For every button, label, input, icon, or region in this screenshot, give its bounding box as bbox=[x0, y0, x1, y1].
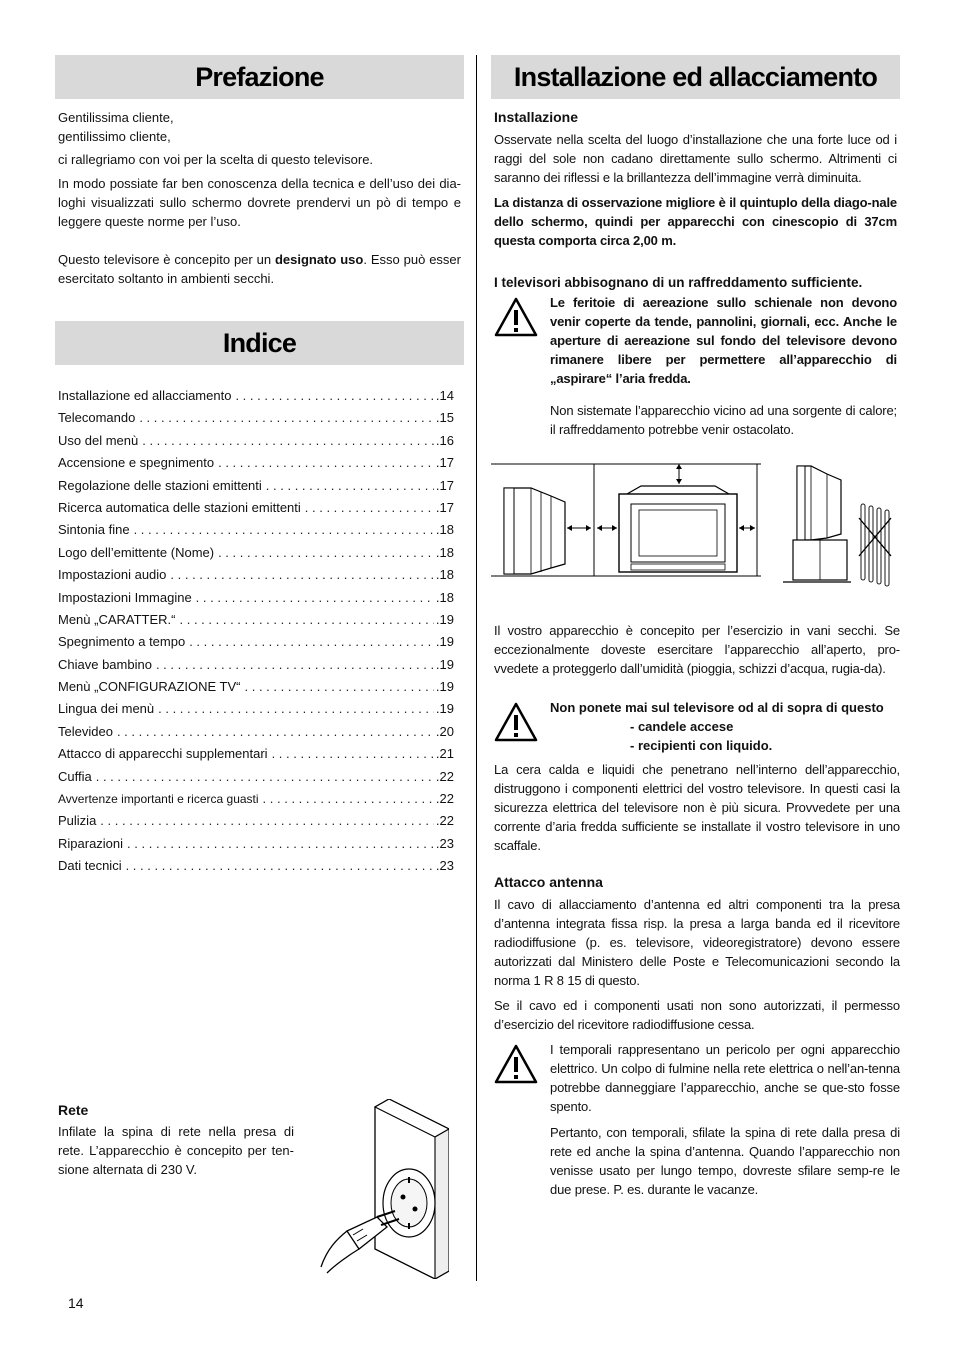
prefazione-title: Prefazione bbox=[195, 61, 324, 92]
prefazione-body bbox=[55, 99, 464, 288]
toc-entry-label: Sintonia fine bbox=[58, 522, 130, 538]
toc-entry-page: .22 bbox=[435, 768, 454, 784]
indice-banner bbox=[55, 321, 464, 365]
installazione-body bbox=[491, 99, 900, 439]
toc-entry-page: .18 bbox=[435, 567, 454, 583]
toc-entry-label: Installazione ed allacciamento bbox=[58, 388, 232, 403]
toc-dot-leader bbox=[245, 679, 434, 694]
toc-entry-label: Logo dell’emittente (Nome) bbox=[58, 544, 215, 560]
designato-uso: designato uso bbox=[274, 252, 364, 267]
indice-title: Indice bbox=[222, 327, 297, 358]
toc-entry bbox=[58, 388, 454, 410]
toc-dot-leader bbox=[305, 500, 434, 515]
toc-entry bbox=[58, 657, 454, 679]
toc-entry bbox=[58, 634, 454, 656]
toc-entry-label: Cuffia bbox=[58, 768, 92, 784]
toc-dot-leader bbox=[266, 478, 434, 493]
prefazione-paragraph-2: In modo possiate far ben conoscenza della tecnica e dell’uso dei dia-loghi visualizzati sullo schermo dovrete prendervi un pò di tempo e leggere queste norme per l’uso. bbox=[58, 176, 461, 229]
toc-entry-page: .23 bbox=[435, 858, 454, 874]
viewing-distance-paragraph: La distanza di osservazione migliore è il quintuplo della diago-nale dello schermo, quindi per apparecchi con cinescopio di 37cm questa comporta circa 2,00 m. bbox=[494, 195, 897, 248]
rete-section bbox=[58, 1101, 294, 1179]
toc-dot-leader bbox=[127, 836, 434, 851]
table-of-contents bbox=[58, 388, 454, 881]
antenna-paragraph-1: Il cavo di allacciamento d’antenna ed altri componenti tra la presa d’antenna integrata fissa risp. la presa a larga banda ed il ricevitore radiodiffusione (p. es. televisore, videoregistratore) devono essere autorizzati dal Ministero delle Poste e Telecomunicazioni secondo la norma 1 R 8 15 di questo. bbox=[494, 897, 900, 988]
toc-entry-page: .19 bbox=[435, 656, 454, 672]
plug-socket-illustration bbox=[317, 1099, 449, 1279]
toc-entry bbox=[58, 567, 454, 589]
dry-rooms-paragraph: Il vostro apparecchio è concepito per l’esercizio in vani secchi. Se eccezionalmente doveste esercitare l’apparecchio all’aperto, pro-vvedete a proteggerlo dall’umidità (pioggia, schizzi d’acqua, rugia-da). bbox=[494, 623, 900, 676]
toc-dot-leader bbox=[180, 612, 434, 627]
toc-entry-label: Spegnimento a tempo bbox=[58, 634, 186, 650]
storm-warning-text: I temporali rappresentano un pericolo per ogni apparecchio elettrico. Un colpo di fulmine nella rete elettrica o nell’an-tenna potrebbe danneggiare l’apparecchio, anche se que-sto fosse spento. bbox=[550, 1042, 900, 1114]
toc-entry bbox=[58, 410, 454, 432]
installazione-heading: Installazione bbox=[494, 109, 579, 125]
candles-warning-line-3: - recipienti con liquido. bbox=[630, 738, 773, 753]
toc-entry-page: .19 bbox=[435, 701, 454, 717]
toc-entry bbox=[58, 455, 454, 477]
toc-dot-leader bbox=[134, 522, 434, 537]
toc-entry-label: Menù „CARATTER.“ bbox=[58, 611, 176, 627]
toc-entry-page: .23 bbox=[435, 835, 454, 851]
toc-entry-page: .17 bbox=[435, 455, 454, 471]
toc-entry-page: .17 bbox=[435, 499, 454, 515]
toc-entry-page: .20 bbox=[435, 723, 454, 739]
warning-triangle-icon-2 bbox=[494, 698, 550, 747]
prefazione-p3-start: Questo televisore è concepito per un bbox=[58, 252, 275, 267]
unplug-paragraph: Pertanto, con temporali, sfilate la spina di rete dalla presa di rete ed anche la spina d’antenna. Quando l’apparecchio non venisse usato per lungo tempo, dovreste sfilare semp-re le due prese. P. es. durante le vacanze. bbox=[550, 1125, 900, 1197]
toc-entry-label: Ricerca automatica delle stazioni emittenti bbox=[58, 499, 301, 515]
cooling-heading: I televisori abbisognano di un raffreddamento sufficiente. bbox=[494, 275, 863, 290]
toc-entry bbox=[58, 522, 454, 544]
toc-entry bbox=[58, 701, 454, 723]
heat-source-paragraph: Non sistemate l’apparecchio vicino ad una sorgente di calore; il raffreddamento potrebbe venir ostacolato. bbox=[550, 403, 897, 437]
toc-entry bbox=[58, 478, 454, 500]
toc-dot-leader bbox=[117, 724, 434, 739]
toc-entry-label: Attacco di apparecchi supplementari bbox=[58, 746, 268, 762]
toc-entry bbox=[58, 612, 454, 634]
toc-entry-page: .15 bbox=[435, 410, 454, 426]
toc-entry-label: Impostazioni audio bbox=[58, 567, 167, 583]
antenna-heading: Attacco antenna bbox=[494, 874, 603, 890]
toc-dot-leader bbox=[96, 769, 434, 784]
ventilation-warning bbox=[494, 293, 897, 439]
toc-entry-label: Accensione e spegnimento bbox=[58, 455, 215, 471]
toc-entry-label: Televideo bbox=[58, 723, 113, 739]
toc-entry-page: .18 bbox=[435, 522, 454, 538]
toc-entry bbox=[58, 769, 454, 791]
toc-entry-label: Avvertenze importanti e ricerca guasti bbox=[58, 792, 259, 807]
toc-entry-page: .18 bbox=[435, 544, 454, 560]
warning-triangle-icon bbox=[494, 293, 550, 342]
toc-dot-leader bbox=[235, 388, 433, 403]
toc-entry-label: Pulizia bbox=[58, 813, 97, 829]
toc-dot-leader bbox=[189, 634, 434, 649]
toc-entry bbox=[58, 590, 454, 612]
toc-entry bbox=[58, 858, 454, 880]
toc-entry-page: .17 bbox=[435, 477, 454, 493]
antenna-paragraph-2: Se il cavo ed i componenti usati non sono autorizzati, il permesso d’esercizio del ricevitore radiodiffusione cessa. bbox=[494, 998, 900, 1032]
toc-entry bbox=[58, 433, 454, 455]
toc-entry-page: .22 bbox=[435, 791, 454, 807]
toc-dot-leader bbox=[218, 455, 434, 470]
toc-entry bbox=[58, 746, 454, 768]
installazione-title: Installazione ed allacciamento bbox=[513, 61, 878, 92]
toc-dot-leader bbox=[158, 701, 434, 716]
toc-entry-page: .14 bbox=[435, 388, 454, 403]
installazione-banner bbox=[491, 55, 900, 99]
page-number: 14 bbox=[68, 1295, 84, 1311]
ventilation-warning-text: Le feritoie di aereazione sullo schienale non devono venir coperte da tende, pannolini, giornali, ecc. Anche le aperture di aereazione sul fondo del televisore devono rimanere libere per permettere all’apparecchio di „aspirare“ l’aria fredda. bbox=[550, 295, 897, 386]
toc-entry bbox=[58, 679, 454, 701]
column-divider bbox=[476, 55, 477, 1281]
toc-entry-page: .16 bbox=[435, 432, 454, 448]
left-column bbox=[55, 55, 464, 1177]
toc-entry-label: Uso del menù bbox=[58, 432, 139, 448]
toc-entry-label: Telecomando bbox=[58, 410, 136, 426]
candles-warning-line-1: Non ponete mai sul televisore od al di sopra di questo bbox=[550, 700, 884, 715]
rete-heading: Rete bbox=[58, 1102, 89, 1118]
rete-text: Infilate la spina di rete nella presa di rete. L’apparecchio è concepito per ten-sione alternata di 230 V. bbox=[58, 1124, 294, 1177]
toc-dot-leader bbox=[196, 590, 434, 605]
greeting-line-1: Gentilissima cliente, bbox=[58, 110, 174, 125]
toc-dot-leader bbox=[272, 746, 434, 761]
toc-entry-label: Dati tecnici bbox=[58, 858, 122, 874]
toc-dot-leader bbox=[126, 858, 434, 873]
toc-entry-label: Impostazioni Immagine bbox=[58, 589, 192, 605]
toc-dot-leader bbox=[156, 657, 434, 672]
wax-liquids-paragraph: La cera calda e liquidi che penetrano nell’interno dell’apparecchio, distruggono i componenti elettrici del vostro televisore. In questi casi la sicurezza elettrica del televisore non è più sicura. Provvedete per una corrente d’aria fredda sufficiente se installate il vostro televisore in uno scaffale. bbox=[494, 762, 900, 853]
prefazione-p3-end: . Esso può esser esercitato soltanto in ambienti secchi. bbox=[58, 252, 461, 286]
toc-dot-leader bbox=[139, 410, 434, 425]
toc-entry-page: .19 bbox=[435, 634, 454, 650]
toc-entry bbox=[58, 724, 454, 746]
installazione-lower bbox=[494, 621, 900, 1199]
candles-warning bbox=[494, 698, 900, 755]
toc-dot-leader bbox=[263, 791, 434, 806]
toc-entry-page: .22 bbox=[435, 813, 454, 829]
toc-dot-leader bbox=[218, 545, 434, 560]
toc-entry bbox=[58, 500, 454, 522]
toc-entry bbox=[58, 813, 454, 835]
toc-dot-leader bbox=[170, 567, 434, 582]
prefazione-paragraph-1: ci rallegriamo con voi per la scelta di questo televisore. bbox=[58, 152, 374, 167]
toc-entry bbox=[58, 791, 454, 813]
toc-entry-label: Chiave bambino bbox=[58, 656, 152, 672]
toc-entry-page: .19 bbox=[435, 679, 454, 695]
toc-entry-label: Menù „CONFIGURAZIONE TV“ bbox=[58, 679, 241, 695]
storm-warning bbox=[494, 1040, 900, 1199]
candles-warning-line-2: - candele accese bbox=[630, 719, 734, 734]
greeting-line-2: gentilissimo cliente, bbox=[58, 129, 171, 144]
toc-entry-label: Regolazione delle stazioni emittenti bbox=[58, 477, 262, 493]
toc-entry-page: .19 bbox=[435, 611, 454, 627]
warning-triangle-icon-3 bbox=[494, 1040, 550, 1089]
prefazione-paragraph-3 bbox=[58, 250, 461, 288]
toc-dot-leader bbox=[142, 433, 434, 448]
ventilation-clearance-illustration bbox=[491, 460, 900, 588]
right-column bbox=[491, 55, 900, 1197]
toc-entry-page: .21 bbox=[435, 746, 454, 762]
prefazione-banner bbox=[55, 55, 464, 99]
toc-entry-label: Lingua dei menù bbox=[58, 701, 155, 717]
toc-entry bbox=[58, 836, 454, 858]
installazione-paragraph-1: Osservate nella scelta del luogo d’installazione che una forte luce od i raggi del sole non cadano direttamente sullo schermo. Altrimenti ci saranno dei riflessi e la brillantezza dell’immagine verrà diminuita. bbox=[494, 132, 897, 185]
toc-entry-label: Riparazioni bbox=[58, 835, 124, 851]
toc-entry-page: .18 bbox=[435, 589, 454, 605]
toc-entry bbox=[58, 545, 454, 567]
toc-dot-leader bbox=[100, 813, 434, 828]
